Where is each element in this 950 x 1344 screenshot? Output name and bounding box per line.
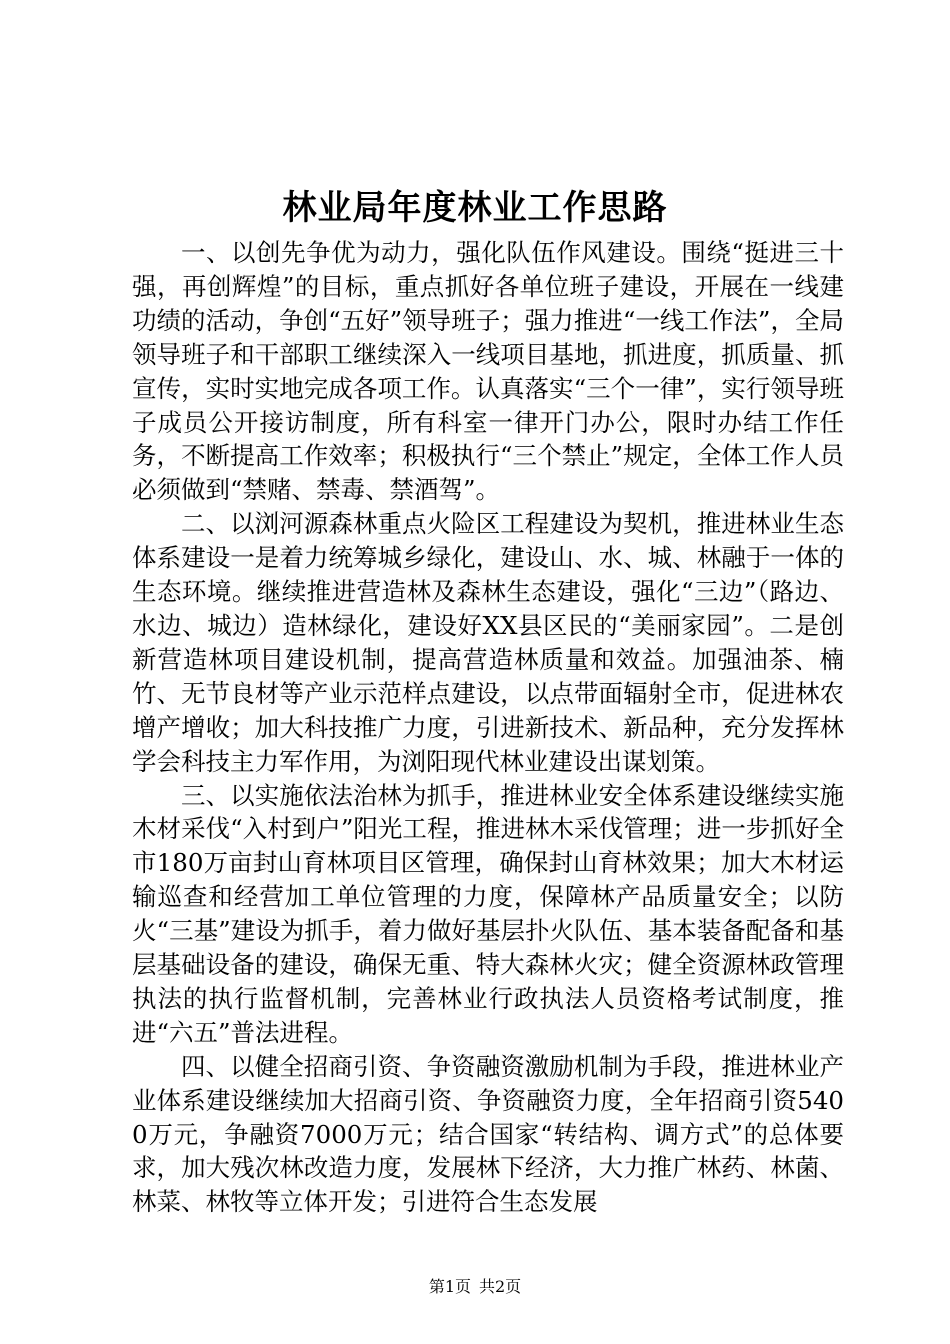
document-title: 林业局年度林业工作思路 <box>282 188 668 228</box>
document-body <box>132 236 844 1219</box>
page-total: 共2页 <box>479 1277 522 1296</box>
paragraph-2: 二、以浏河源森林重点火险区工程建设为契机，推进林业生态体系建设一是着力统筹城乡绿化，建设山、水、城、林融于一体的生态环境。继续推进营造林及森林生态建设，强化“三边”（路边、水边、城边）造林绿化，建设好XX县区民的“美丽家园”。二是创新营造林项目建设机制，提高营造林质量和效益。加强油茶、楠竹、无节良材等产业示范样点建设，以点带面辐射全市，促进林农增产增收；加大科技推广力度，引进新技术、新品种，充分发挥林学会科技主力军作用，为浏阳现代林业建设出谋划策。 <box>132 509 844 776</box>
paragraph-4: 四、以健全招商引资、争资融资激励机制为手段，推进林业产业体系建设继续加大招商引资、争资融资力度，全年招商引资5400万元，争融资7000万元；结合国家“转结构、调方式”的总体要求，加大残次林改造力度，发展林下经济，大力推广林药、林菌、林菜、林牧等立体开发；引进符合生态发展 <box>132 1051 844 1217</box>
page-number: 第1页 <box>428 1277 471 1296</box>
paragraph-1: 一、以创先争优为动力，强化队伍作风建设。围绕“挺进三十强，再创辉煌”的目标，重点抓好各单位班子建设，开展在一线建功绩的活动，争创“五好”领导班子；强力推进“一线工作法”，全局领导班子和干部职工继续深入一线项目基地，抓进度，抓质量、抓宣传，实时实地完成各项工作。认真落实“三个一律”，实行领导班子成员公开接访制度，所有科室一律开门办公，限时办结工作任务，不断提高工作效率；积极执行“三个禁止”规定，全体工作人员必须做到“禁赌、禁毒、禁酒驾”。 <box>132 238 844 505</box>
paragraph-3: 三、以实施依法治林为抓手，推进林业安全体系建设继续实施木材采伐“入村到户”阳光工程，推进林木采伐管理；进一步抓好全市180万亩封山育林项目区管理，确保封山育林效果；加大木材运输巡查和经营加工单位管理的力度，保障林产品质量安全；以防火“三基”建设为抓手，着力做好基层扑火队伍、基本装备配备和基层基础设备的建设，确保无重、特大森林火灾；健全资源林政管理执法的执行监督机制，完善林业行政执法人员资格考试制度，推进“六五”普法进程。 <box>132 780 844 1047</box>
page-footer <box>0 1277 950 1297</box>
